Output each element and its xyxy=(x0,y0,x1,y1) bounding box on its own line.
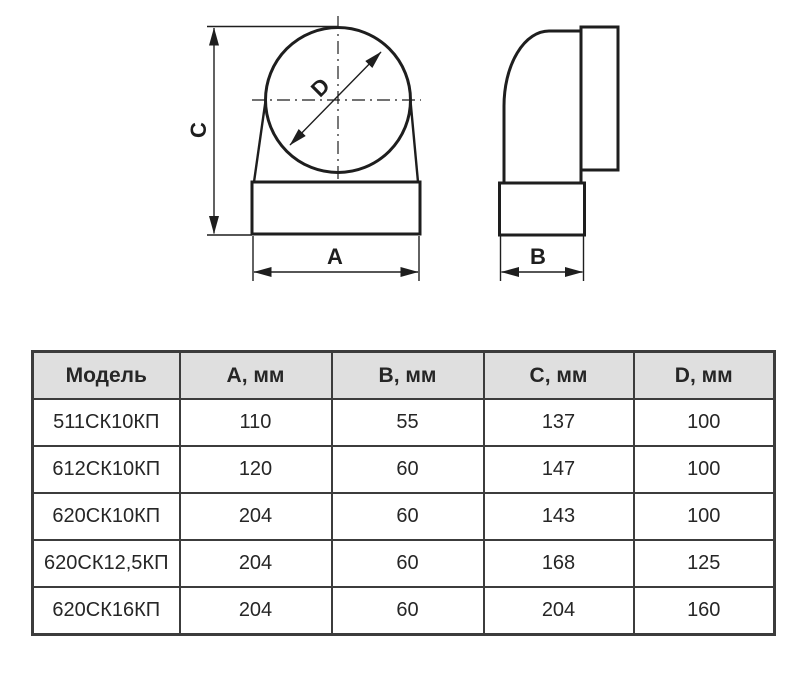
cell-model: 511СК10КП xyxy=(33,399,180,446)
cell-a-value: 204 xyxy=(180,587,332,635)
cell-c-value: 204 xyxy=(484,587,634,635)
dimension-b xyxy=(501,236,584,281)
right-transition-line xyxy=(411,101,419,182)
front-view xyxy=(186,16,421,281)
cell-c-value: 147 xyxy=(484,446,634,493)
cell-model: 620СК16КП xyxy=(33,587,180,635)
elbow-outer-edge xyxy=(504,31,581,183)
header-cell-a: A, мм xyxy=(180,352,332,400)
side-view xyxy=(500,27,619,281)
dimension-d xyxy=(290,52,381,145)
flange-side xyxy=(500,183,585,235)
cell-d-value: 125 xyxy=(634,540,775,587)
cell-b-value: 60 xyxy=(332,587,484,635)
cell-c-value: 168 xyxy=(484,540,634,587)
cell-b-value: 60 xyxy=(332,540,484,587)
cell-a-value: 204 xyxy=(180,540,332,587)
d-dimension-line xyxy=(290,52,381,145)
table-row xyxy=(33,540,775,587)
header-cell-d: D, мм xyxy=(634,352,775,400)
table-header-row xyxy=(33,352,775,400)
cell-a-value: 120 xyxy=(180,446,332,493)
dim-label-d: D xyxy=(305,72,335,102)
cell-d-value: 100 xyxy=(634,493,775,540)
cell-a-value: 204 xyxy=(180,493,332,540)
dimensions-table xyxy=(31,350,776,636)
cell-b-value: 60 xyxy=(332,493,484,540)
header-cell-c: C, мм xyxy=(484,352,634,400)
cell-d-value: 160 xyxy=(634,587,775,635)
cell-b-value: 60 xyxy=(332,446,484,493)
cell-a-value: 110 xyxy=(180,399,332,446)
dimension-a xyxy=(253,236,419,281)
dim-label-a: A xyxy=(327,244,343,269)
cell-d-value: 100 xyxy=(634,446,775,493)
table-row xyxy=(33,399,775,446)
flange-front xyxy=(252,182,420,234)
cell-c-value: 143 xyxy=(484,493,634,540)
table-row xyxy=(33,493,775,540)
cell-model: 620СК12,5КП xyxy=(33,540,180,587)
cell-c-value: 137 xyxy=(484,399,634,446)
cell-b-value: 55 xyxy=(332,399,484,446)
cell-d-value: 100 xyxy=(634,399,775,446)
table-row xyxy=(33,587,775,635)
cell-model: 620СК10КП xyxy=(33,493,180,540)
pipe-socket xyxy=(581,27,618,170)
table-row xyxy=(33,446,775,493)
header-cell-model: Модель xyxy=(33,352,180,400)
dim-label-b: B xyxy=(530,244,546,269)
dim-label-c: C xyxy=(186,122,211,138)
header-cell-b: B, мм xyxy=(332,352,484,400)
left-transition-line xyxy=(254,101,266,182)
cell-model: 612СК10КП xyxy=(33,446,180,493)
